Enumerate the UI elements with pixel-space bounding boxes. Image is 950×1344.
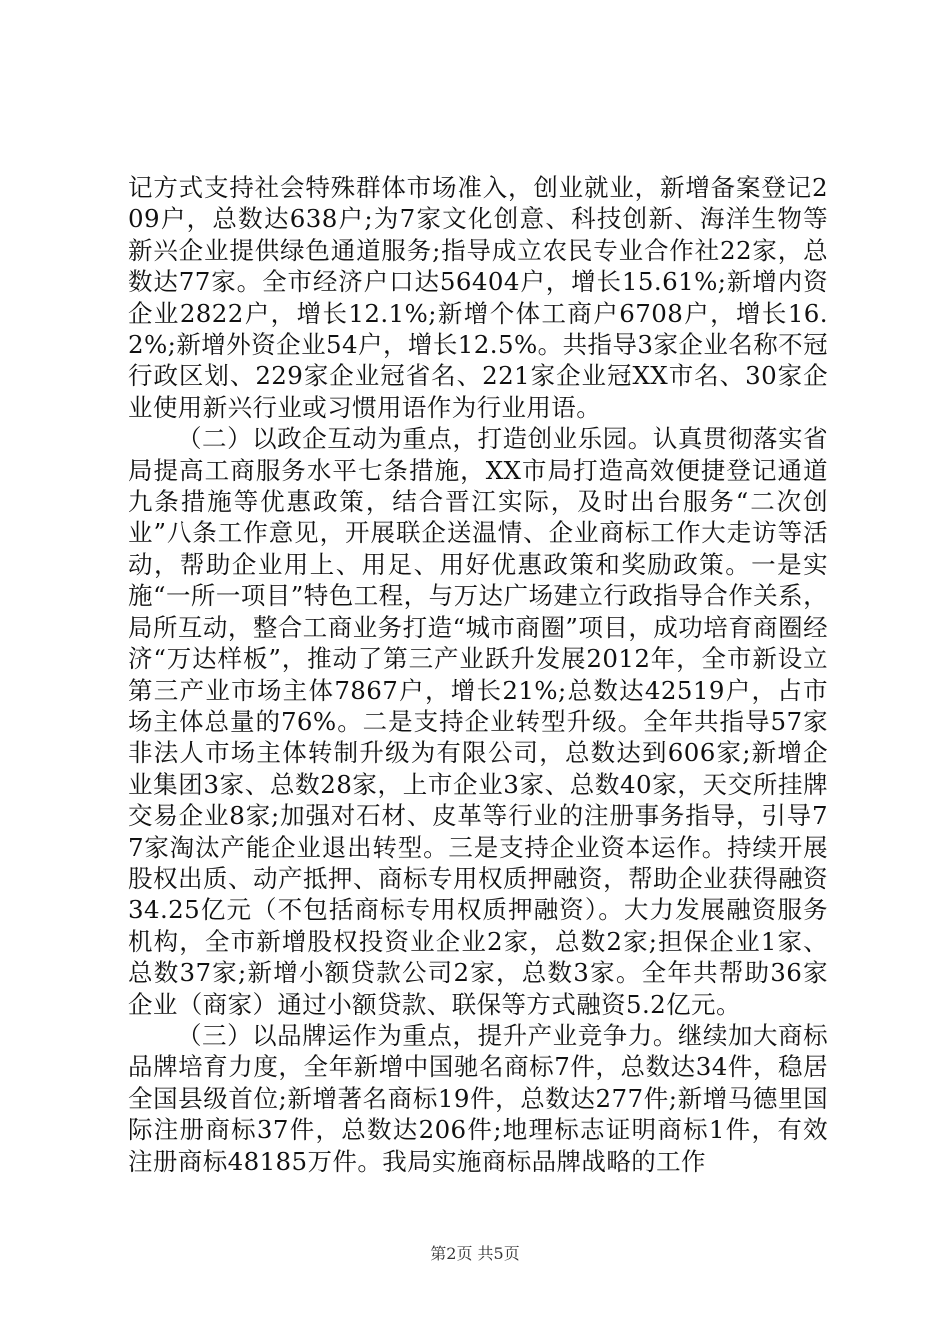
paragraph-section-two: （二）以政企互动为重点，打造创业乐园。认真贯彻落实省局提高工商服务水平七条措施，XX市局打造高效便捷登记通道九条措施等优惠政策，结合晋江实际，及时出台服务“二次创业”八条工作意见，开展联企送温情、企业商标工作大走访等活动，帮助企业用上、用足、用好优惠政策和奖励政策。一是实施“一所一项目”特色工程，与万达广场建立行政指导合作关系，局所互动，整合工商业务打造“城市商圈”项目，成功培育商圈经济“万达样板”，推动了第三产业跃升发展2012年，全市新设立第三产业市场主体7867户，增长21%;总数达42519户，占市场主体总量的76%。二是支持企业转型升级。全年共指导57家非法人市场主体转制升级为有限公司，总数达到606家;新增企业集团3家、总数28家，上市企业3家、总数40家，天交所挂牌交易企业8家;加强对石材、皮革等行业的注册事务指导，引导77家淘汰产能企业退出转型。三是支持企业资本运作。持续开展股权出质、动产抵押、商标专用权质押融资，帮助企业获得融资34.25亿元（不包括商标专用权质押融资）。大力发展融资服务机构，全市新增股权投资业企业2家，总数2家;担保企业1家、总数37家;新增小额贷款公司2家，总数3家。全年共帮助36家企业（商家）通过小额贷款、联保等方式融资5.2亿元。 [128, 424, 828, 1019]
document-body [128, 172, 828, 1177]
page-number-footer: 第2页 共5页 [430, 1244, 520, 1263]
paragraph-section-three: （三）以品牌运作为重点，提升产业竞争力。继续加大商标品牌培育力度，全年新增中国驰名商标7件，总数达34件，稳居全国县级首位;新增著名商标19件，总数达277件;新增马德里国际注册商标37件，总数达206件;地理标志证明商标1件，有效注册商标48185万件。我局实施商标品牌战略的工作 [128, 1020, 828, 1176]
paragraph-continued: 记方式支持社会特殊群体市场准入，创业就业，新增备案登记209户，总数达638户;为7家文化创意、科技创新、海洋生物等新兴企业提供绿色通道服务;指导成立农民专业合作社22家，总数达77家。全市经济户口达56404户，增长15.61%;新增内资企业2822户，增长12.1%;新增个体工商户6708户，增长16.2%;新增外资企业54户，增长12.5%。共指导3家企业名称不冠行政区划、229家企业冠省名、221家企业冠XX市名、30家企业使用新兴行业或习惯用语作为行业用语。 [128, 173, 828, 422]
